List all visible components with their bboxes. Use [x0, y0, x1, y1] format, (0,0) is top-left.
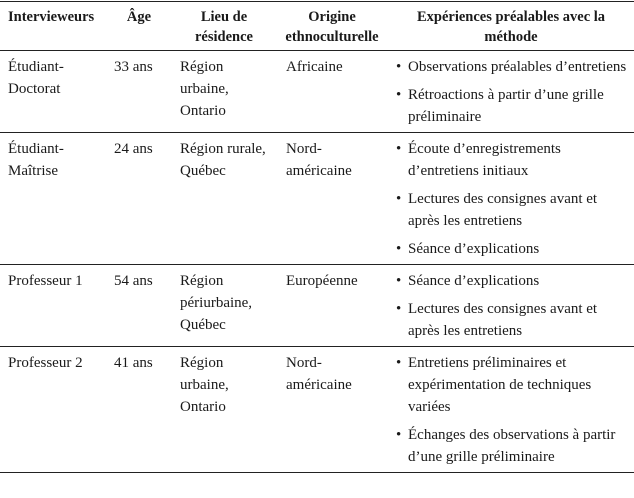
- experience-text: Entretiens préliminaires et expérimentation de techniques variées: [408, 355, 592, 415]
- experience-text: Rétroactions à partir d’une grille préliminaire: [408, 87, 604, 125]
- cell-age: 41 ans: [114, 355, 153, 371]
- header-interviewers: Intervieweurs: [8, 9, 95, 25]
- cell-residence: Région urbaine, Ontario: [180, 355, 229, 415]
- cell-age: 54 ans: [114, 273, 153, 289]
- table-row: [0, 133, 634, 265]
- bullet-icon: •: [396, 87, 402, 103]
- table-row: [0, 51, 634, 133]
- header-age: Âge: [126, 9, 152, 25]
- header-origin: Origine ethnoculturelle: [285, 9, 379, 45]
- bullet-icon: •: [396, 273, 402, 289]
- bullet-icon: •: [396, 141, 402, 157]
- experience-text: Observations préalables d’entretiens: [408, 59, 627, 75]
- cell-residence: Région rurale, Québec: [180, 141, 266, 179]
- cell-origin: Nord-américaine: [286, 141, 352, 179]
- cell-origin: Européenne: [286, 273, 358, 289]
- experience-text: Séance d’explications: [408, 273, 540, 289]
- cell-experiences: [388, 347, 634, 473]
- cell-residence: Région périurbaine, Québec: [180, 273, 253, 333]
- experience-item: [396, 424, 632, 468]
- cell-interviewer: Professeur 1: [8, 273, 83, 289]
- cell-interviewer: Étudiant-Doctorat: [8, 59, 64, 97]
- cell-origin: Nord-américaine: [286, 355, 352, 393]
- header-experience: Expériences préalables avec la méthode: [416, 9, 606, 45]
- table-row: [0, 265, 634, 347]
- cell-origin: Africaine: [286, 59, 343, 75]
- experience-item: [396, 238, 632, 260]
- interviewers-table: [0, 1, 634, 473]
- header-residence: Lieu de résidence: [195, 9, 253, 45]
- cell-experiences: [388, 265, 634, 347]
- cell-interviewer: Étudiant-Maîtrise: [8, 141, 64, 179]
- experience-item: [396, 56, 632, 78]
- bullet-icon: •: [396, 301, 402, 317]
- experience-text: Échanges des observations à partir d’une grille préliminaire: [408, 427, 616, 465]
- bullet-icon: •: [396, 355, 402, 371]
- header-row: [0, 2, 634, 51]
- experience-item: [396, 270, 632, 292]
- experience-item: [396, 84, 632, 128]
- cell-experiences: [388, 51, 634, 133]
- cell-age: 24 ans: [114, 141, 153, 157]
- table-row: [0, 347, 634, 473]
- bullet-icon: •: [396, 241, 402, 257]
- experience-item: [396, 298, 632, 342]
- experience-item: [396, 138, 632, 182]
- bullet-icon: •: [396, 427, 402, 443]
- cell-residence: Région urbaine, Ontario: [180, 59, 229, 119]
- cell-experiences: [388, 133, 634, 265]
- bullet-icon: •: [396, 59, 402, 75]
- experience-text: Lectures des consignes avant et après les entretiens: [408, 301, 598, 339]
- experience-item: [396, 188, 632, 232]
- cell-age: 33 ans: [114, 59, 153, 75]
- experience-text: Lectures des consignes avant et après les entretiens: [408, 191, 598, 229]
- experience-item: [396, 352, 632, 418]
- experience-text: Séance d’explications: [408, 241, 540, 257]
- experience-text: Écoute d’enregistrements d’entretiens initiaux: [408, 141, 561, 179]
- cell-interviewer: Professeur 2: [8, 355, 83, 371]
- bullet-icon: •: [396, 191, 402, 207]
